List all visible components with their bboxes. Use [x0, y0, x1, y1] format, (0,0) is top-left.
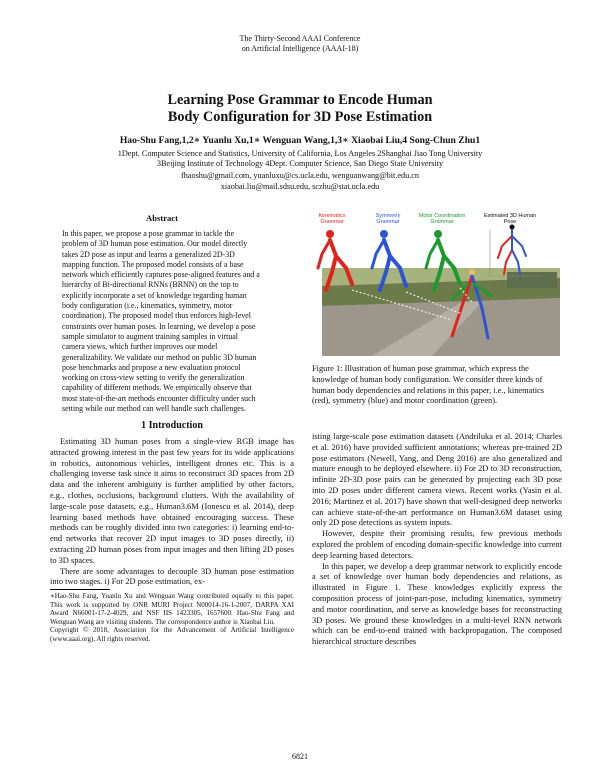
affiliations: [30, 149, 570, 169]
footnote-contribution: ∗Hao-Shu Fang, Yuanlu Xu and Wenguan Wang contributed equally to this paper. This work is supported by ONR MURI Project N00014-16-1-2007, DARPA XAI Award N66001-17-2-4029, and NSF IIS 1423305, 1657600. Hao-Shu Fang and Wenguan Wang are visiting students. The correspondence author is Xiaobai Liu.: [50, 592, 294, 626]
label-kinematics: Kinematics: [318, 213, 346, 219]
label-symmetry-grammar: Grammar: [376, 219, 400, 225]
label-symmetry: Symmetry: [375, 213, 401, 219]
abstract-heading: Abstract: [146, 213, 178, 223]
author-list: Hao-Shu Fang,1,2∗ Yuanlu Xu,1∗ Wenguan Wang,1,3∗ Xiaobai Liu,4 Song-Chun Zhu1: [119, 135, 481, 146]
conference-line-1: The Thirty-Second AAAI Conference: [239, 34, 361, 43]
abstract-text: In this paper, we propose a pose grammar to tackle the problem of 3D human pose estimation. Our model directly takes 2D pose as input and learns a generalized 2D-3D mapping function. The proposed model consists of a base network which efficiently captures pose-aligned features and a hierarchy of Bi-directional RNNs (BRNN) on the top to explicitly incorporate a set of knowledge regarding human body configuration (i.e., kinematics, symmetry, motor coordination). The proposed model thus enforces high-level constraints over human poses. In learning, we develop a pose sample simulator to augment training samples in virtual camera views, which further improves our model generalizability. We validate our method on public 3D human pose benchmarks and propose a new evaluation protocol working on cross-view setting to verify the generalization capability of different methods. We empirically observe that most state-of-the-art methods encounter difficulty under such setting while our method can well handle such challenges.: [62, 229, 260, 414]
right-paragraph-1: isting large-scale pose estimation datasets (Andriluka et al. 2014; Charles et al. 2016) have provided sufficient annotations; whereas pre-trained 2D pose estimators (Newell, Yang, and Deng 2016) are also generalized and mature enough to be deployed elsewhere. ii) For 2D to 3D reconstruction, infinite 2D-3D pose pairs can be generated by projecting each 3D pose into 2D poses under different camera views. Recent works (Yasin et al. 2016; Martinez et al. 2017) have shown that well-designed deep networks can achieve state-of-the-art performance on Human3.6M dataset using only 2D pose detections as system inputs.: [312, 432, 562, 528]
title-line-1: Learning Pose Grammar to Encode Human: [167, 92, 433, 108]
label-pose: Pose: [503, 219, 517, 225]
introduction-text: [50, 437, 294, 588]
affiliation-line-1: 1Dept. Computer Science and Statistics, University of California, Los Angeles 2Shanghai Jiao Tong University: [117, 149, 483, 158]
footnote: [50, 592, 294, 644]
figure-1: [312, 210, 562, 360]
email-line-1: fhaoshu@gmail.com, yuanluxu@cs.ucla.edu, wenguanwang@bit.edu.cn: [181, 171, 419, 180]
figure-caption: Figure 1: Illustration of human pose grammar, which express the knowledge of human body configuration. We consider three kinds of human body dependencies and relations in this paper, i.e., kinematics (red), symmetry (blue) and motor coordination (green).: [312, 364, 545, 406]
right-paragraph-2: However, despite their promising results, few previous methods explored the problem of encoding domain-specific knowledge into current deep learning based detectors.: [312, 529, 562, 560]
introduction-heading: 1 Introduction: [141, 420, 203, 431]
footnote-divider: [50, 589, 110, 590]
background-photo: [322, 268, 560, 356]
right-paragraph-3: In this paper, we develop a deep grammar network to explicitly encode a set of knowledge over human body dependencies and relations, as illustrated in Figure 1. These knowledges explicitly express the composition process of joint-part-pose, including kinematics, symmetry and motor coordination, and serve as knowledge bases for reconstructing 3D poses. We ground these knowledges in a multi-level RNN network which can be end-to-end trained with backpropagation. The composed hierarchical structure describes: [312, 561, 562, 647]
conference-header: [0, 34, 600, 54]
footnote-copyright: Copyright © 2018, Association for the Advancement of Artificial Intelligence (www.aaai.org). All rights reserved.: [50, 626, 294, 643]
title-line-2: Body Configuration for 3D Pose Estimation: [167, 109, 433, 125]
author-emails: [30, 170, 570, 192]
label-estimated-pose: Estimated 3D Human: [483, 213, 537, 219]
label-kinematics-grammar: Grammar: [320, 219, 344, 225]
affiliation-line-2: 3Beijing Institute of Technology 4Dept. Computer Science, San Diego State University: [156, 159, 444, 168]
email-line-2: xiaobai.liu@mail.sdsu.edu, sczhu@stat.ucla.edu: [220, 182, 380, 191]
paper-title: [60, 92, 540, 126]
figure-illustration: [312, 210, 562, 360]
intro-paragraph-2: There are some advantages to decouple 3D human pose estimation into two stages. i) For 2D pose estimation, ex-: [50, 566, 294, 587]
label-motor-grammar: Grammar: [430, 219, 454, 225]
conference-line-2: on Artificial Intelligence (AAAI-18): [241, 44, 359, 53]
intro-paragraph-1: Estimating 3D human poses from a single-view RGB image has attracted growing interest in the past few years for its wide applications in robotics, autonomous vehicles, intelligent drones etc. This is a challenging inverse task since it aims to reconstruct 3D spaces from 2D data and the inherent ambiguity is further amplified by other factors, e.g., clothes, occlusions, background clutters. With the availability of large-scale pose datasets, e.g., Human3.6M (Ionescu et al. 2014), deep learning based methods have obtained encouraging success. These methods can be roughly divided into two categories: i) learning end-to-end networks that recover 2D input images to 3D poses directly, ii) extracting 2D human poses from input images and then lifting 2D poses to 3D spaces.: [50, 437, 294, 565]
label-motor-coordination: Motor Coordination: [418, 213, 466, 219]
page-number: 6821: [292, 752, 308, 761]
right-column-text: [312, 432, 562, 648]
